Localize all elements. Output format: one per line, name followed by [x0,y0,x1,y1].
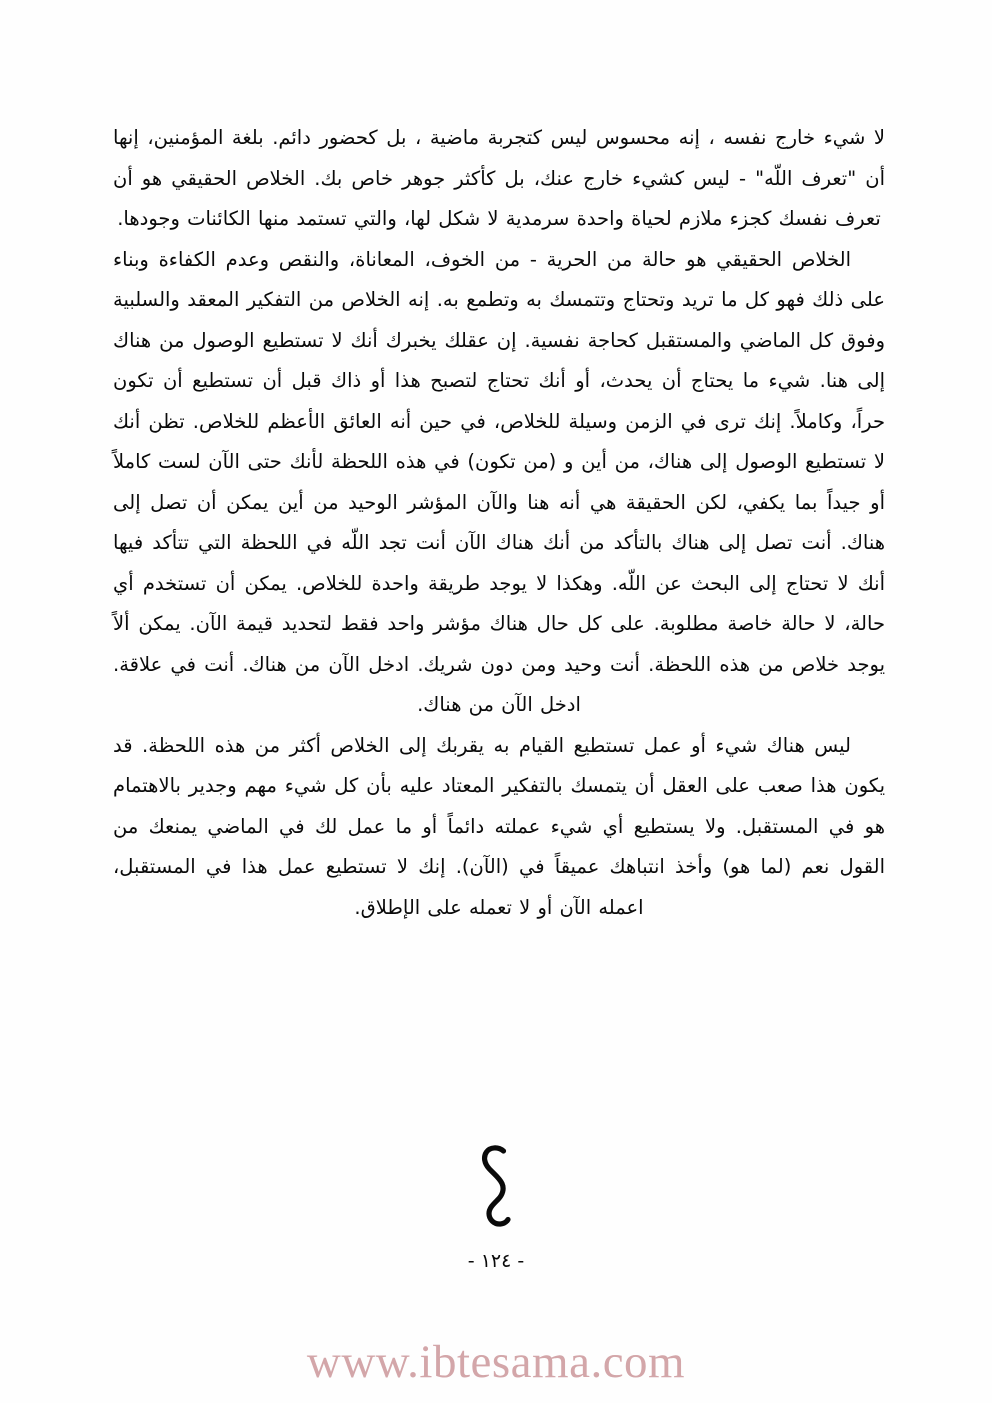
paragraph: لا شيء خارج نفسه ، إنه محسوس ليس كتجربة ماضية ، بل كحضور دائم. بلغة المؤمنين، إنها أن "تعرف اللّه" - ليس كشيء خارج عنك، بل كأكثر جوهر خاص بك. الخلاص الحقيقي هو أن تعرف نفسك كجزء ملازم لحياة واحدة سرمدية لا شكل لها، والتي تستمد منها الكائنات وجودها. [113,126,885,230]
page-number: - ١٢٤ - [467,1250,525,1272]
site-watermark: www.ibtesama.com [306,1336,686,1388]
decorative-swash-icon [473,1145,519,1231]
paragraph: ليس هناك شيء أو عمل تستطيع القيام به يقربك إلى الخلاص أكثر من هذه اللحظة. قد يكون هذا صعب على العقل أن يتمسك بالتفكير المعتاد عليه بأن كل شيء مهم وجدير بالاهتمام هو في المستقبل. ولا يستطيع أي شيء عملته دائماً أو ما عمل لك في الماضي يمنعك من القول نعم (لما هو) وأخذ انتباهك عميقاً في (الآن). إنك لا تستطيع عمل هذا في المستقبل، اعمله الآن أو لا تعمله على الإطلاق. [113,733,885,919]
page-text-block [113,118,885,928]
section-ornament [0,1140,992,1236]
paragraph: الخلاص الحقيقي هو حالة من الحرية - من الخوف، المعاناة، والنقص وعدم الكفاءة وبناء على ذلك فهو كل ما تريد وتحتاج وتتمسك به وتطمع به. إنه الخلاص من التفكير المعقد والسلبية وفوق كل الماضي والمستقبل كحاجة نفسية. إن عقلك يخبرك أنك لا تستطيع الوصول من هناك إلى هنا. شيء ما يحتاج أن يحدث، أو أنك تحتاج لتصبح هذا أو ذاك قبل أن تستطيع أن تكون حراً، وكاملاً. إنك ترى في الزمن وسيلة للخلاص، في حين أنه العائق الأعظم للخلاص. تظن أنك لا تستطيع الوصول إلى هناك، من أين و (من تكون) في هذه اللحظة لأنك حتى الآن لست كاملاً أو جيداً بما يكفي، لكن الحقيقة هي أنه هنا والآن المؤشر الوحيد من أين يمكن أن تصل إلى هناك. أنت تصل إلى هناك بالتأكد من أنك هناك الآن أنت تجد اللّه في اللحظة التي تتأكد فيها أنك لا تحتاج إلى البحث عن اللّه. وهكذا لا يوجد طريقة واحدة للخلاص. يمكن أن تستخدم أي حالة، لا حالة خاصة مطلوبة. على كل حال هناك مؤشر واحد فقط لتحديد قيمة الآن. يمكن ألاً يوجد خلاص من هذه اللحظة. أنت وحيد ومن دون شريك. ادخل الآن من هناك. أنت في علاقة. ادخل الآن من هناك. [113,247,885,716]
